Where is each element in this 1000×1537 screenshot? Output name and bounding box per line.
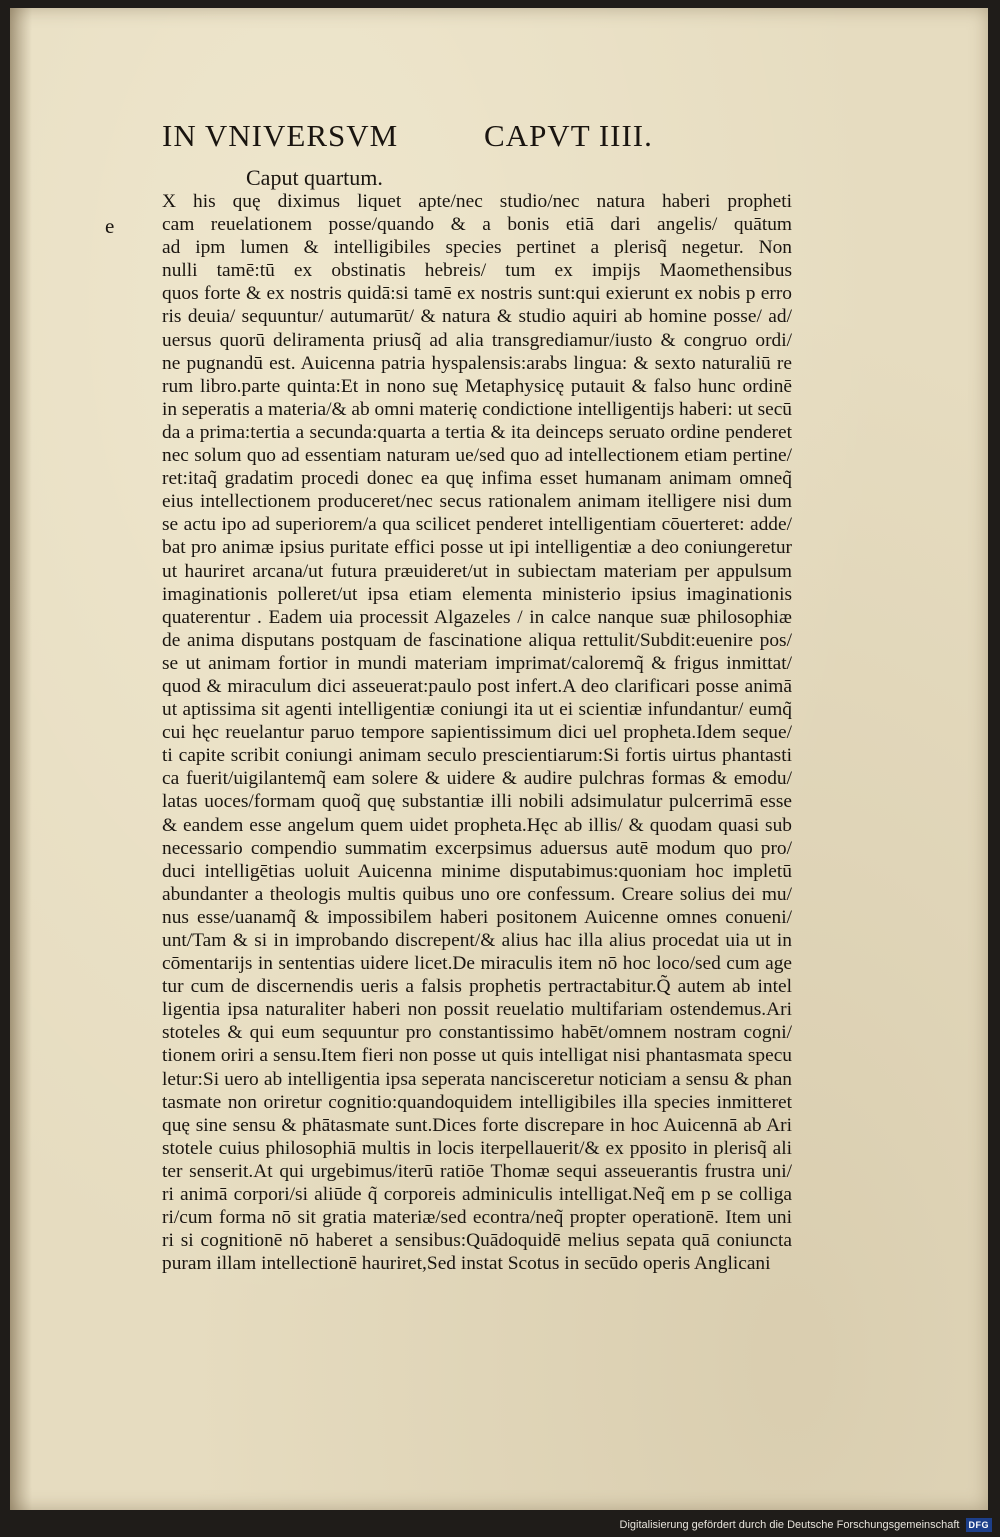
text-line: imaginationis polleret/ut ipsa etiam elementa ministerio ipsius imaginationis	[162, 583, 792, 605]
text-line: latas uoces/formam quoq̃ quę substantiæ illi nobili adsimulatur pulcerrimā esse	[162, 791, 792, 813]
text-line: tionem oriri a sensu.Item fieri non posse ut quis intelligat nisi phantasmata specu	[162, 1045, 792, 1067]
text-line: rum libro.parte quinta:Et in nono suę Metaphysicę putauit & falso hunc ordinē	[162, 375, 792, 397]
text-line: eius intellectionem produceret/nec secus rationalem animam itelligere nisi dum	[162, 491, 792, 513]
chapter-title: Caput quartum.	[246, 165, 383, 190]
text-line: quaterentur . Eadem uia processit Algazeles / in calce nanque suæ philosophiæ	[162, 606, 792, 628]
text-line: ter senserit.At qui urgebimus/iterū ratiōe Thomæ sequi asseuerantis frustra uni/	[162, 1160, 792, 1182]
text-line: quod & miraculum dici asseuerat:paulo post infert.A deo clarificari posse animā	[162, 675, 792, 697]
dfg-logo: DFG	[966, 1518, 993, 1532]
text-line: nulli tamē:tū ex obstinatis hebreis/ tum ex impijs Maomethensibus	[162, 260, 792, 282]
text-line: de anima disputans postquam de fascinatione aliqua rettulit/Subdit:euenire pos/	[162, 629, 792, 651]
text-line: in seperatis a materia/& ab omni materię condictione intelligentijs haberi: ut secū	[162, 398, 792, 420]
marginal-note: e	[105, 214, 115, 238]
text-line: cui hęc reuelantur paruo tempore sapientissimum dici uel propheta.Idem seque/	[162, 722, 792, 744]
text-line: da a prima:tertia a secunda:quarta a tertia & ita deinceps seruato ordine penderet	[162, 421, 792, 443]
header-right: CAPVT IIII.	[484, 118, 653, 153]
body-text	[162, 190, 792, 1275]
text-line: & eandem esse angelum quem uidet propheta.Hęc ab illis/ & quodam quasi sub	[162, 814, 792, 836]
text-line: ri/cum forma nō sit gratia materiæ/sed econtra/neq̃ propter operationē. Item uni	[162, 1207, 792, 1229]
text-line: quos forte & ex nostris quidā:si tamē ex nostris sunt:qui exierunt ex nobis p erro	[162, 283, 792, 305]
text-line: se ut animam fortior in mundi materiam imprimat/caloremq̃ & frigus inmittat/	[162, 652, 792, 674]
text-line: uersus quorū deliramenta priusq̃ ad alia transgrediamur/iusto & congruo ordi/	[162, 329, 792, 351]
text-line: unt/Tam & si in improbando discrepent/& alius hac illa alius procedat uia ut in	[162, 930, 792, 951]
text-line: ri animā corpori/si aliūde q̃ corporeis adminiculis intelligat.Neq̃ em p se colliga	[162, 1184, 792, 1206]
text-line: ca fuerit/uigilantemq̃ eam solere & uidere & audire pulchras formas & emodu/	[162, 768, 792, 790]
text-line: X his quę diximus liquet apte/nec studio/nec natura haberi propheti	[162, 191, 792, 212]
text-line: quę sine sensu & phātasmate sunt.Dices forte discrepare in hoc Auicennā ab Ari	[162, 1114, 792, 1136]
text-line: letur:Si uero ab intelligentia ipsa seperata nancisceretur noticiam a sensu & phan	[162, 1068, 792, 1090]
digitization-footer	[620, 1515, 992, 1535]
text-line: ne pugnandū est. Auicenna patria hyspalensis:arabs lingua: & sexto naturaliū re	[162, 352, 792, 374]
text-line: cōmentarijs in sententias uidere licet.De miraculis item nō hoc loco/sed cum age	[162, 953, 792, 975]
text-line: tasmate non oriretur cognitio:quandoquidem intelligibiles illa species inmitteret	[162, 1091, 792, 1113]
text-line: ri si cognitionē nō haberet a sensibus:Quādoquidē melius sepata quā coniuncta	[162, 1230, 792, 1252]
text-line: nec solum quo ad essentiam naturam ue/sed quo ad intellectionem etiam pertine/	[162, 445, 792, 467]
text-line: ad ipm lumen & intelligibiles species pertinet a plerisq̃ negetur. Non	[162, 237, 792, 259]
text-line: se actu ipo ad superiorem/a qua scilicet penderet intelligentiam cōuerteret: adde/	[162, 514, 792, 536]
text-line: ris deuia/ sequuntur/ autumarūt/ & natura & studio aquiri ab homine posse/ ad/	[162, 306, 792, 328]
text-line: nus esse/uanamq̃ & impossibilem haberi positonem Auicenne omnes conueni/	[162, 906, 792, 928]
text-line: ti capite scribit coniungi animam seculo prescientiarum:Si fortis uirtus phantasti	[162, 745, 792, 767]
text-line: abundanter a theologis multis quibus uno ore confessum. Creare solius dei mu/	[162, 883, 792, 905]
text-line: bat pro animæ ipsius puritate effici posse ut ipi intelligentiæ a deo coniungeretur	[162, 537, 792, 559]
text-line: ligentia ipsa naturaliter haberi non possit reuelatio multifariam ostendemus.Ari	[162, 999, 792, 1021]
text-line: stotele cuius philosophiā multis in locis iterpellauerit/& ex pposito in plerisq̃ ali	[162, 1137, 792, 1159]
footer-credit: Digitalisierung gefördert durch die Deutsche Forschungsgemeinschaft	[619, 1519, 960, 1531]
text-line: ut hauriret arcana/ut futura præuideret/ut in subiectam materiam per appulsum	[162, 560, 792, 582]
header-left: IN VNIVERSVM	[162, 118, 399, 153]
text-line: cam reuelationem posse/quando & a bonis etiā dari angelis/ quātum	[162, 214, 792, 236]
text-line: ut aptissima sit agenti intelligentiæ coniungi ita ut ei scientiæ infundantur/ eumq̃	[162, 699, 792, 721]
text-line: ret:itaq̃ gradatim procedi donec ea quę infima esset humanam animam omneq̃	[162, 468, 792, 490]
text-line: tur cum de discernendis ueris a falsis prophetis pertractabitur.Q̃ autem ab intel	[162, 976, 792, 998]
text-line: duci intelligētias uoluit Auicenna minime disputabimus:quoniam hoc impletū	[162, 860, 792, 882]
text-line: stoteles & qui eum sequuntur pro constantissimo habēt/omnem nostram cogni/	[162, 1022, 792, 1044]
text-line: necessario compendio summatim excerpsimus aduersus autē modum quo pro/	[162, 837, 792, 859]
text-line: puram illam intellectionē hauriret,Sed instat Scotus in secūdo operis Anglicani	[162, 1253, 771, 1275]
